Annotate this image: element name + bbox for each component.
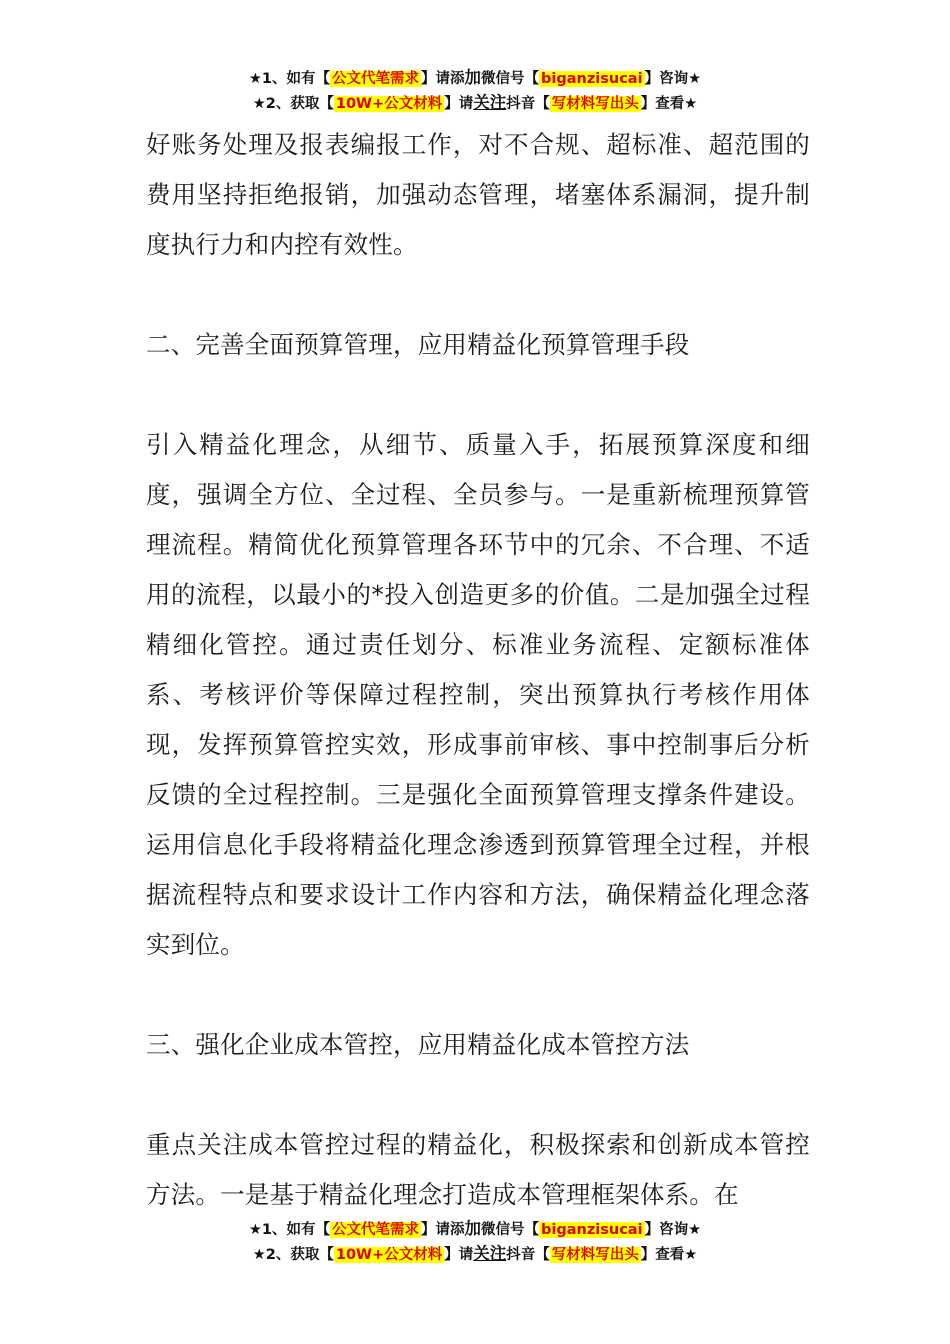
banner-text: 关注 [473, 1244, 507, 1263]
banner-text: ★1、如有【 [248, 71, 331, 87]
banner-text: ★2、获取【 [252, 1247, 334, 1263]
banner-highlight: 公文代笔需求 [332, 1222, 420, 1238]
banner-text: 加 [464, 1219, 482, 1238]
banner-line-1 [0, 66, 950, 91]
banner-text: 加 [464, 68, 482, 87]
banner-line-2 [0, 91, 950, 116]
banner-highlight: 写材料写出头 [551, 96, 639, 112]
banner-highlight: biganzisucai [541, 1222, 643, 1238]
banner-text: 微信号【 [481, 71, 540, 87]
banner-text: 】请 [444, 96, 474, 112]
banner-text: 】咨询★ [644, 71, 702, 87]
banner-highlight: 公文代笔需求 [332, 71, 420, 87]
banner-text: 关注 [473, 93, 507, 112]
banner-text: 】请添 [421, 1222, 465, 1238]
banner-text: ★2、获取【 [252, 96, 334, 112]
banner-text: 微信号【 [481, 1222, 540, 1238]
paragraph: 好账务处理及报表编报工作，对不合规、超标准、超范围的费用坚持拒绝报销，加强动态管理，堵塞体系漏洞，提升制度执行力和内控有效性。 [146, 130, 810, 259]
paragraph: 引入精益化理念，从细节、质量入手，拓展预算深度和细度，强调全方位、全过程、全员参与。一是重新梳理预算管理流程。精简优化预算管理各环节中的冗余、不合理、不适用的流程，以最小的*投入创造更多的价值。二是加强全过程精细化管控。通过责任划分、标准业务流程、定额标准体系、考核评价等保障过程控制，突出预算执行考核作用体现，发挥预算管控实效，形成事前审核、事中控制事后分析反馈的全过程控制。三是强化全面预算管理支撑条件建设。运用信息化手段将精益化理念渗透到预算管理全过程，并根据流程特点和要求设计工作内容和方法，确保精益化理念落实到位。 [146, 430, 810, 959]
banner-line-1 [0, 1217, 950, 1242]
banner-highlight: biganzisucai [541, 71, 643, 87]
banner-text: 抖音【 [506, 96, 550, 112]
banner-highlight: 写材料写出头 [551, 1247, 639, 1263]
banner-line-2 [0, 1242, 950, 1267]
banner-highlight: 10W+公文材料 [335, 96, 443, 112]
banner-text: 】请 [444, 1247, 474, 1263]
header-banner [0, 66, 950, 116]
section-heading: 二、完善全面预算管理，应用精益化预算管理手段 [146, 330, 690, 359]
banner-text: 】请添 [421, 71, 465, 87]
paragraph: 重点关注成本管控过程的精益化，积极探索和创新成本管控方法。一是基于精益化理念打造成本管理框架体系。在 [146, 1130, 810, 1209]
section-heading: 三、强化企业成本管控，应用精益化成本管控方法 [146, 1030, 690, 1059]
banner-text: 】查看★ [640, 96, 698, 112]
banner-text: 抖音【 [506, 1247, 550, 1263]
document-body [146, 120, 810, 1220]
footer-banner [0, 1217, 950, 1267]
banner-text: 】查看★ [640, 1247, 698, 1263]
banner-text: 】咨询★ [644, 1222, 702, 1238]
banner-text: ★1、如有【 [248, 1222, 331, 1238]
banner-highlight: 10W+公文材料 [335, 1247, 443, 1263]
